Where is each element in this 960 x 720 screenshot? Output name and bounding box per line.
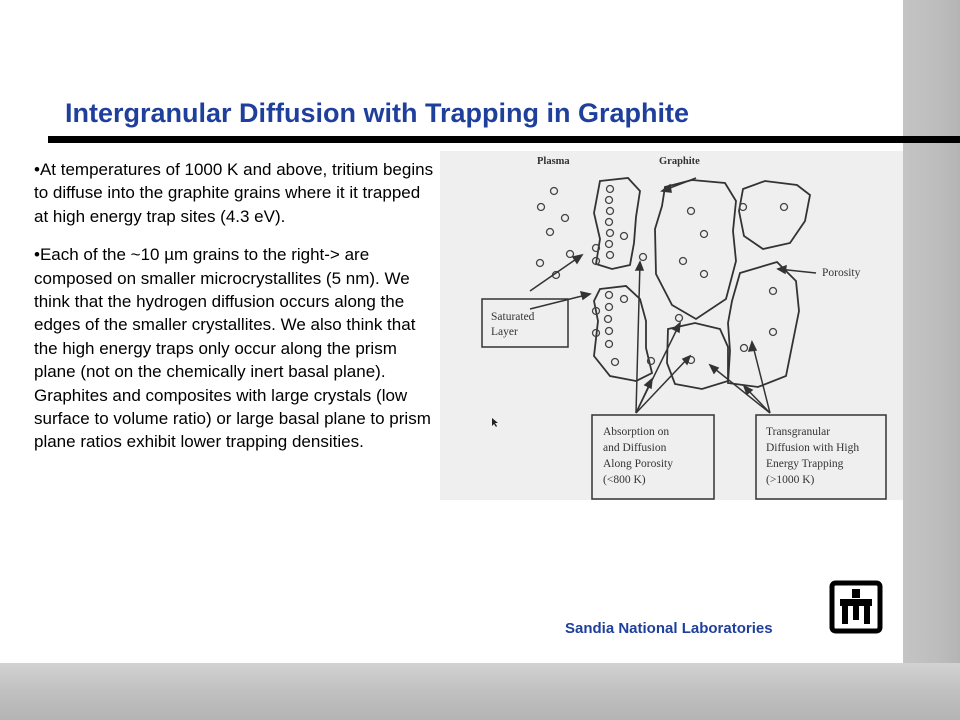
saturated-line-2: Layer: [491, 326, 518, 338]
diagram-svg: [440, 151, 903, 500]
slide-title: Intergranular Diffusion with Trapping in Graphite: [65, 98, 690, 128]
right-gray-bar: [903, 0, 960, 720]
transgranular-line-4: (>1000 K): [766, 474, 815, 486]
cursor-arrow-icon: [492, 418, 498, 427]
grain-top-left: [594, 178, 640, 269]
grain-top-right: [739, 181, 810, 249]
title-rule: [48, 136, 960, 143]
saturated-layer-box: [482, 299, 568, 347]
hydrogen-circles: [537, 186, 788, 366]
grains: [594, 178, 810, 389]
transgranular-line-2: Diffusion with High: [766, 442, 860, 454]
transgranular-line-1: Transgranular: [766, 426, 831, 438]
grain-right-lower: [728, 262, 799, 387]
label-graphite: Graphite: [659, 156, 700, 167]
label-plasma: Plasma: [537, 156, 570, 167]
absorption-line-2: and Diffusion: [603, 442, 667, 454]
grain-top-middle: [655, 180, 736, 319]
bullet-1: •At temperatures of 1000 K and above, tritium begins to diffuse into the graphite grains where it it trapped at high energy trap sites (4.3 eV).: [34, 160, 434, 226]
bullet-2: •Each of the ~10 µm grains to the right-> are composed on smaller microcrystallites (5 nm). We think that the hydrogen diffusion occurs along the edges of the smaller crystallites. We also think that the high energy traps only occur along the prism plane (not on the chemically inert basal plane). Graphites and composites with large crystals (low surface to volume ratio) or large basal plane to prism plane ratios exhibit lower trapping densities.: [34, 245, 431, 452]
label-porosity: Porosity: [822, 267, 861, 279]
absorption-line-1: Absorption on: [603, 426, 670, 438]
bottom-gray-bar: [0, 663, 960, 720]
saturated-line-1: Saturated: [491, 311, 535, 323]
grain-left-lower: [594, 286, 652, 381]
absorption-line-4: (<800 K): [603, 474, 646, 486]
footer-lab-name: Sandia National Laboratories: [565, 620, 773, 637]
grain-middle-lower: [667, 323, 728, 389]
bullet-text: [34, 158, 439, 469]
sandia-thunderbird-logo-icon: [828, 579, 884, 635]
absorption-line-3: Along Porosity: [603, 458, 673, 470]
graphite-diagram: [440, 151, 903, 500]
transgranular-line-3: Energy Trapping: [766, 458, 844, 470]
